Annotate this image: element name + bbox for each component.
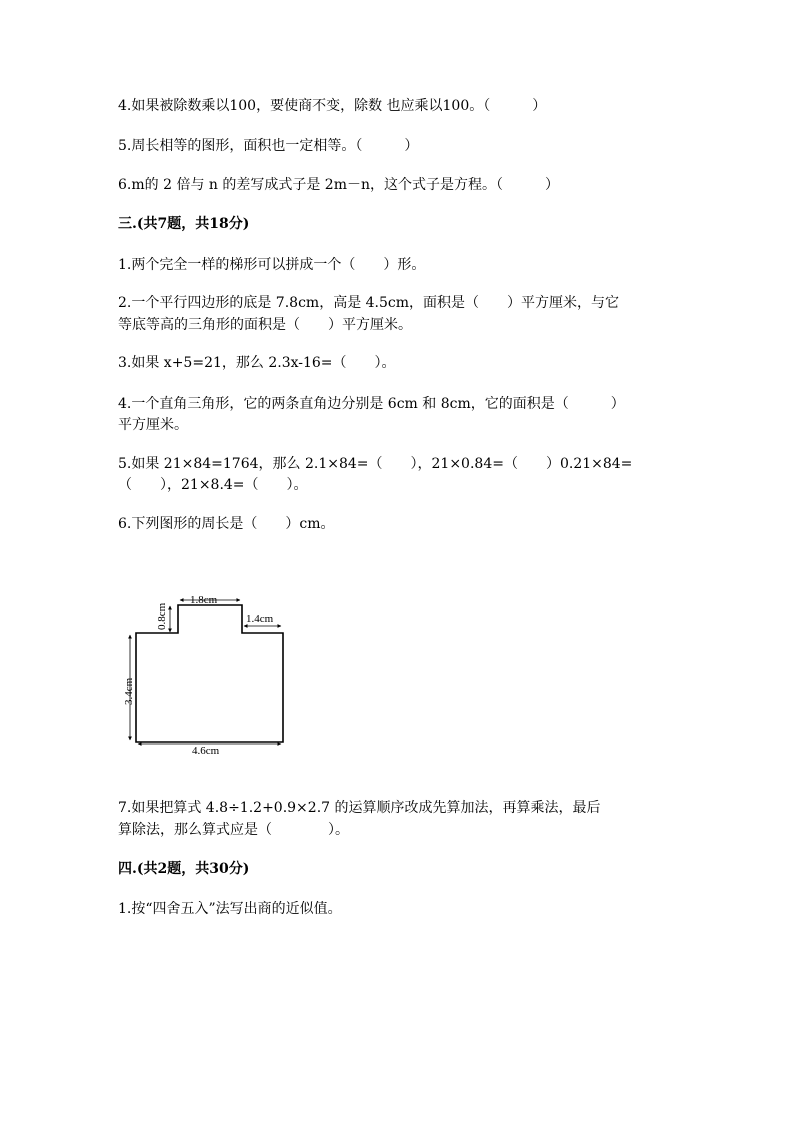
label-height: 3.4cm <box>123 677 135 705</box>
s3-question-2-line-2: 等底等高的三角形的面积是（ ）平方厘米。 <box>118 317 412 333</box>
perimeter-figure <box>110 585 310 765</box>
s3-question-3: 3.如果 x+5=21，那么 2.3x-16=（ ）。 <box>118 355 396 371</box>
s3-question-6: 6.下列图形的周长是（ ）cm。 <box>118 516 335 532</box>
question-5-true-false: 5.周长相等的图形，面积也一定相等。（ ） <box>118 138 419 154</box>
s3-question-5-line-1: 5.如果 21×84=1764，那么 2.1×84=（ ），21×0.84=（ ）0.21×84= <box>118 456 633 472</box>
label-notch-depth: 0.8cm <box>156 602 168 630</box>
label-top: 1.8cm <box>190 594 218 606</box>
s3-question-1: 1.两个完全一样的梯形可以拼成一个（ ）形。 <box>118 257 426 273</box>
s3-question-2-line-1: 2.一个平行四边形的底是 7.8cm，高是 4.5cm，面积是（ ）平方厘米，与它 <box>118 295 620 311</box>
s4-question-1: 1.按“四舍五入”法写出商的近似值。 <box>118 901 342 917</box>
label-right-step: 1.4cm <box>246 613 274 625</box>
label-bottom: 4.6cm <box>192 745 220 757</box>
section-4-heading: 四.(共2题，共30分) <box>118 861 250 877</box>
s3-question-7-line-1: 7.如果把算式 4.8÷1.2+0.9×2.7 的运算顺序改成先算加法，再算乘法，最后 <box>118 800 601 816</box>
s3-question-5-line-2: （ ），21×8.4=（ ）。 <box>118 477 308 493</box>
question-4-true-false: 4.如果被除数乘以100，要使商不变，除数 也应乘以100。（ ） <box>118 98 547 114</box>
question-6-true-false: 6.m的 2 倍与 n 的差写成式子是 2m－n，这个式子是方程。（ ） <box>118 177 560 193</box>
s3-question-4-line-1: 4.一个直角三角形，它的两条直角边分别是 6cm 和 8cm，它的面积是（ ） <box>118 396 625 412</box>
section-3-heading: 三.(共7题，共18分) <box>118 216 250 232</box>
s3-question-7-line-2: 算除法，那么算式应是（ ）。 <box>118 822 349 838</box>
s3-question-4-line-2: 平方厘米。 <box>118 417 188 433</box>
